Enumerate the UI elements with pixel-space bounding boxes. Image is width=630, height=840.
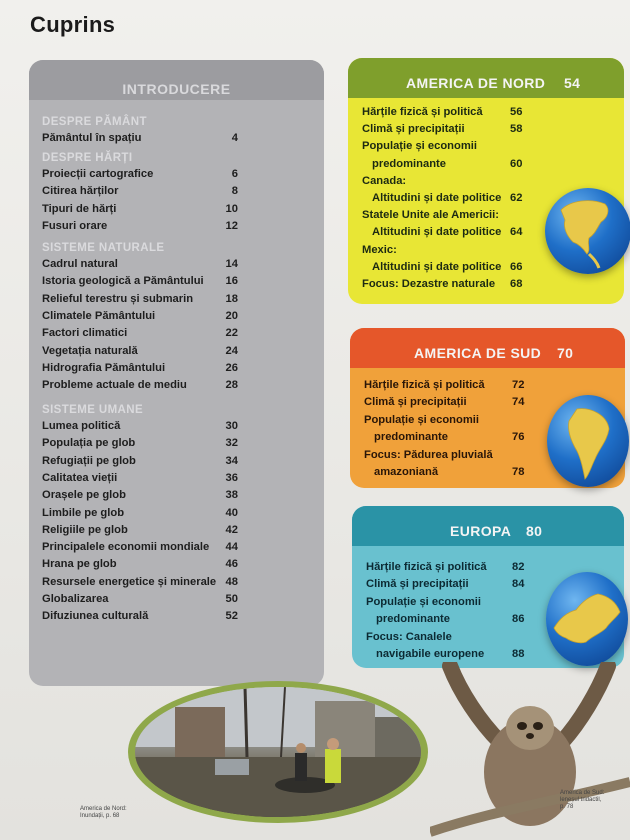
page-title: Cuprins [30,12,116,37]
toc-entry-label: Refugiații pe glob [42,454,136,467]
toc-entry-label[interactable]: Climă și precipitații [364,396,467,409]
toc-entry-label: Lumea politică [42,420,121,432]
toc-entry-label[interactable]: Hărțile fizică și politică [362,106,483,118]
toc-entry-label[interactable]: navigabile europene [376,648,485,660]
toc-entry-page: 6 [231,168,238,180]
toc-entry-label[interactable]: Hărțile fizică și politică [364,379,485,391]
toc-entry-page: 28 [225,379,238,392]
europe-landmass [546,572,628,666]
section-heading: DESPRE PĂMÂNT [42,116,147,128]
toc-entry-label[interactable]: Climă și precipitații [366,578,469,591]
america-sud-tab [350,328,625,368]
toc-entry-page: 46 [225,558,238,571]
america-sud-page: 70 [557,345,574,361]
toc-entry-page: 88 [512,648,525,660]
toc-entry-page: 32 [225,437,238,450]
toc-entry-label[interactable]: Altitudini și date politice [372,192,502,204]
toc-entry-label: Hidrografia Pământului [42,361,166,374]
flood-scene-drawing [135,687,421,817]
toc-entry-page: 68 [510,278,523,290]
toc-entry-page: 82 [512,561,525,573]
toc-entry-label[interactable]: Hărțile fizică și politică [366,561,487,573]
toc-entry-page: 34 [225,454,238,467]
toc-entry-label[interactable]: Populație și economii [362,140,478,153]
caption-flood-line-2: Inundații, p. 68 [80,813,120,819]
america-nord-page: 54 [564,75,581,91]
america-nord-title: AMERICA DE NORD [406,75,546,91]
toc-entry-label[interactable]: Canada: [362,174,407,187]
toc-entry-page: 48 [225,575,238,588]
toc-entry-label: Vegetația naturală [42,344,138,357]
toc-entry-page: 56 [510,106,523,118]
toc-entry-label: Citirea hărților [42,185,119,198]
toc-entry-page: 58 [510,123,523,136]
toc-entry-page: 64 [510,226,523,239]
section-heading: SISTEME NATURALE [42,242,165,254]
globe-south-america-icon [547,395,629,487]
toc-entry-page: 74 [512,396,525,409]
toc-entry-label[interactable]: Altitudini și date politice [372,226,502,239]
toc-entry-label: Fusuri orare [42,219,108,232]
toc-entry-label[interactable]: Focus: Pădurea pluvială [364,448,493,461]
toc-entry-page: 66 [510,260,523,273]
globe-europe-icon [546,572,628,666]
flood-photo [128,681,428,823]
toc-entry-label: Hrana pe glob [42,558,117,571]
caption-flood [80,806,127,820]
europa-page: 80 [526,523,543,539]
toc-entry-page: 84 [512,578,525,591]
america-sud-title: AMERICA DE SUD [414,345,542,361]
toc-entry-label: Proiecții cartografice [42,168,154,180]
sloth-photo [430,662,630,840]
toc-entry-page: 18 [225,292,238,305]
toc-entry-page: 36 [225,471,238,484]
toc-entry-label[interactable]: amazoniană [374,466,439,478]
toc-entry-label: Principalele economii mondiale [42,541,210,554]
toc-entry-label: Climatele Pământului [42,309,156,322]
toc-entry-page: 44 [225,541,238,554]
section-heading: SISTEME UMANE [42,404,144,416]
toc-entry-page: 40 [225,506,238,519]
toc-entry-label: Factori climatici [42,327,128,340]
toc-entry-label: Relieful terestru și submarin [42,292,194,305]
toc-entry-page: 22 [225,327,238,340]
europa-title: EUROPA [450,523,512,539]
toc-entry-page: 50 [225,593,238,605]
toc-entry-label: Calitatea vieții [42,471,118,484]
toc-entry-label: Pământul în spațiu [42,132,142,144]
toc-entry-page: 4 [231,132,238,144]
toc-entry-page: 26 [225,361,238,374]
toc-entry-label: Probleme actuale de mediu [42,379,187,392]
america-nord-tab [348,58,624,98]
toc-entry-label[interactable]: Statele Unite ale Americii: [362,209,499,222]
toc-entry-page: 78 [512,466,525,478]
toc-entry-page: 8 [231,185,238,198]
toc-entry-page: 60 [510,157,523,170]
toc-entry-label[interactable]: Focus: Dezastre naturale [362,278,496,290]
europa-tab [352,506,624,546]
introducere-title: INTRODUCERE [122,81,231,97]
caption-sloth-line-2: leneșul tridactil, [560,797,602,803]
toc-entry-label[interactable]: Climă și precipitații [362,123,465,136]
toc-entry-page: 62 [510,192,523,204]
toc-entry-label: Globalizarea [42,593,109,605]
toc-entry-page: 16 [225,275,238,288]
toc-entry-label: Difuziunea culturală [42,610,149,623]
toc-entry-label: Cadrul natural [42,258,118,270]
north-america-landmass [545,188,630,274]
toc-entry-page: 24 [225,344,238,357]
toc-entry-page: 10 [225,202,238,215]
toc-entry-label: Populația pe glob [42,437,136,450]
toc-entry-page: 12 [225,219,238,232]
toc-entry-label[interactable]: predominante [372,157,446,170]
introducere-tab [29,60,324,100]
toc-entry-page: 72 [512,379,525,391]
toc-entry-page: 52 [225,610,238,623]
caption-sloth-line-1: America de Sud: [560,790,605,796]
toc-entry-page: 42 [225,523,238,536]
toc-entry-page: 38 [225,489,238,502]
toc-entry-label: Religiile pe glob [42,523,128,536]
south-america-landmass [547,395,629,487]
toc-entry-label[interactable]: Altitudini și date politice [372,260,502,273]
toc-entry-label[interactable]: predominante [376,613,450,626]
toc-entry-label: Resursele energetice și minerale [42,575,217,588]
caption-sloth [560,790,604,811]
toc-entry-label[interactable]: Populație și economii [366,595,482,608]
globe-north-america-icon [545,188,630,274]
toc-entry-label: Istoria geologică a Pământului [42,275,204,288]
toc-entry-label[interactable]: Populație și economii [364,413,480,426]
toc-entry-page: 30 [225,420,238,432]
flood-photo-scene [135,687,421,817]
toc-entry-page: 14 [225,258,238,270]
caption-flood-line-1: America de Nord: [80,806,127,812]
toc-entry-label: Tipuri de hărți [42,202,117,215]
toc-entry-label[interactable]: Focus: Canalele [366,630,452,643]
toc-entry-page: 86 [512,613,525,626]
toc-entry-label[interactable]: Mexic: [362,243,397,256]
toc-entry-page: 20 [225,309,238,322]
section-heading: DESPRE HĂRȚI [42,152,133,164]
toc-entry-label[interactable]: predominante [374,431,448,444]
toc-entry-label: Orașele pe glob [42,489,126,502]
caption-sloth-line-3: p. 78 [560,804,574,810]
toc-entry-page: 76 [512,431,525,444]
toc-entry-label: Limbile pe glob [42,506,125,519]
